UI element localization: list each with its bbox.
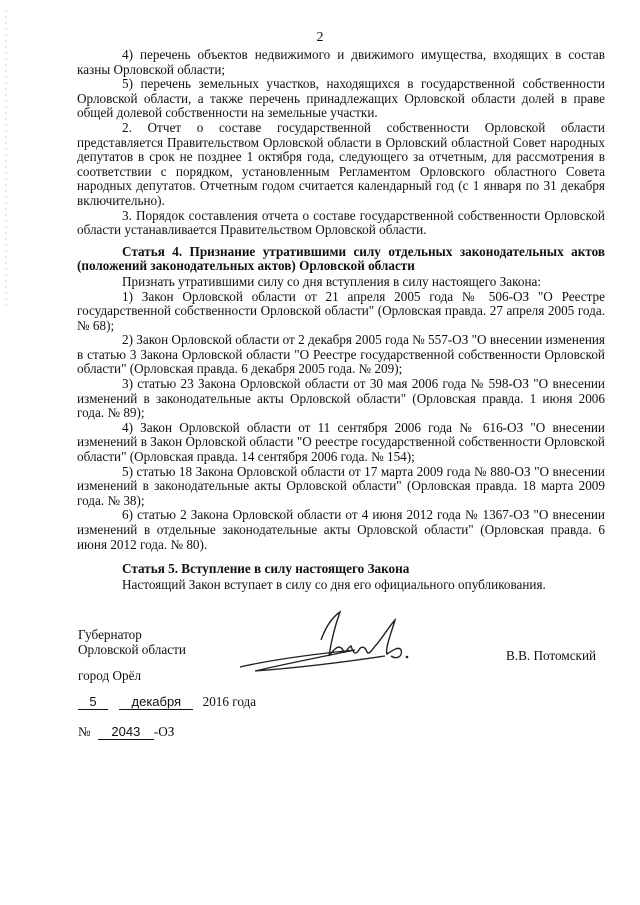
signatory-title-line2: Орловской области <box>78 642 186 657</box>
number-prefix: № <box>78 724 91 739</box>
list-item: 5) статью 18 Закона Орловской области от 17 марта 2009 года № 880-ОЗ "О внесении изменений в законодательные акты Орловской области" (Орловская правда. 18 марта 2009 года. № 38); <box>77 463 605 508</box>
article-4-heading: Статья 4. Признание утратившими силу отдельных законодательных актов (положений законодательных актов) Орловской области <box>77 243 605 274</box>
number-suffix: -ОЗ <box>153 724 175 739</box>
scan-margin-mark <box>4 10 9 310</box>
page-number: 2 <box>316 30 324 45</box>
city: город Орёл <box>78 668 142 683</box>
date-month: декабря <box>119 694 193 710</box>
article-5-text: Настоящий Закон вступает в силу со дня его официального опубликования. <box>122 576 546 592</box>
list-item: 6) статью 2 Закона Орловской области от 4 июня 2012 года № 1367-ОЗ "О внесении изменений в отдельные законодательные акты Орловской области" (Орловская правда. 6 июня 2012 года. № 80). <box>77 507 605 552</box>
signatory-name: В.В. Потомский <box>506 648 597 663</box>
article-5-heading: Статья 5. Вступление в силу настоящего Закона <box>122 561 410 577</box>
date-line <box>78 694 256 710</box>
list-item: 4) Закон Орловской области от 11 сентября 2006 года № 616-ОЗ "О внесении изменений в Закон Орловской области "О реестре государственной собственности Орловской области" (Орловская правда. 14 сентября 2006 года. № 154); <box>77 419 605 465</box>
list-item: 2) Закон Орловской области от 2 декабря 2005 года № 557-ОЗ "О внесении изменения в статью 3 Закона Орловской области "О Реестре государственной собственности Орловской области" (Орловская правда. 6 декабря 2005 года. № 209); <box>77 332 605 377</box>
date-year: 2016 года <box>202 694 257 709</box>
paragraph: 4) перечень объектов недвижимого и движимого имущества, входящих в состав казны Орловской области; <box>77 47 605 77</box>
document-body <box>77 48 605 592</box>
paragraph: 5) перечень земельных участков, находящихся в государственной собственности Орловской области, а также перечень принадлежащих Орловской области долей в праве общей долевой собственности на земельные участки. <box>77 76 605 121</box>
paragraph: 2. Отчет о составе государственной собственности Орловской области представляется Правительством Орловской области в Орловский областной Совет народных депутатов в срок не позднее 1 октября года, следующего за отчетным, для рассмотрения в соответствии с порядком, установленным Регламентом Орловского областного Совета народных депутатов. Отчетным годом считается календарный год (с 1 января по 31 декабря включительно). <box>77 119 605 208</box>
paragraph: 3. Порядок составления отчета о составе государственной собственности Орловской области устанавливается Правительством Орловской области. <box>77 207 605 238</box>
article-4-intro: Признать утратившими силу со дня вступления в силу настоящего Закона: <box>122 273 542 289</box>
law-number-line <box>78 724 174 740</box>
list-item: 1) Закон Орловской области от 21 апреля 2005 года № 506-ОЗ "О Реестре государственной собственности Орловской области" (Орловская правда. 27 апреля 2005 года. № 68); <box>77 288 605 333</box>
list-item: 3) статью 23 Закона Орловской области от 30 мая 2006 года № 598-ОЗ "О внесении изменений в законодательные акты Орловской области" (Орловская правда. 1 июня 2006 года. № 89); <box>77 376 605 421</box>
law-number: 2043 <box>98 724 154 740</box>
signatory-title-line1: Губернатор <box>78 627 142 642</box>
handwritten-signature <box>235 604 430 688</box>
date-day: 5 <box>78 694 108 710</box>
